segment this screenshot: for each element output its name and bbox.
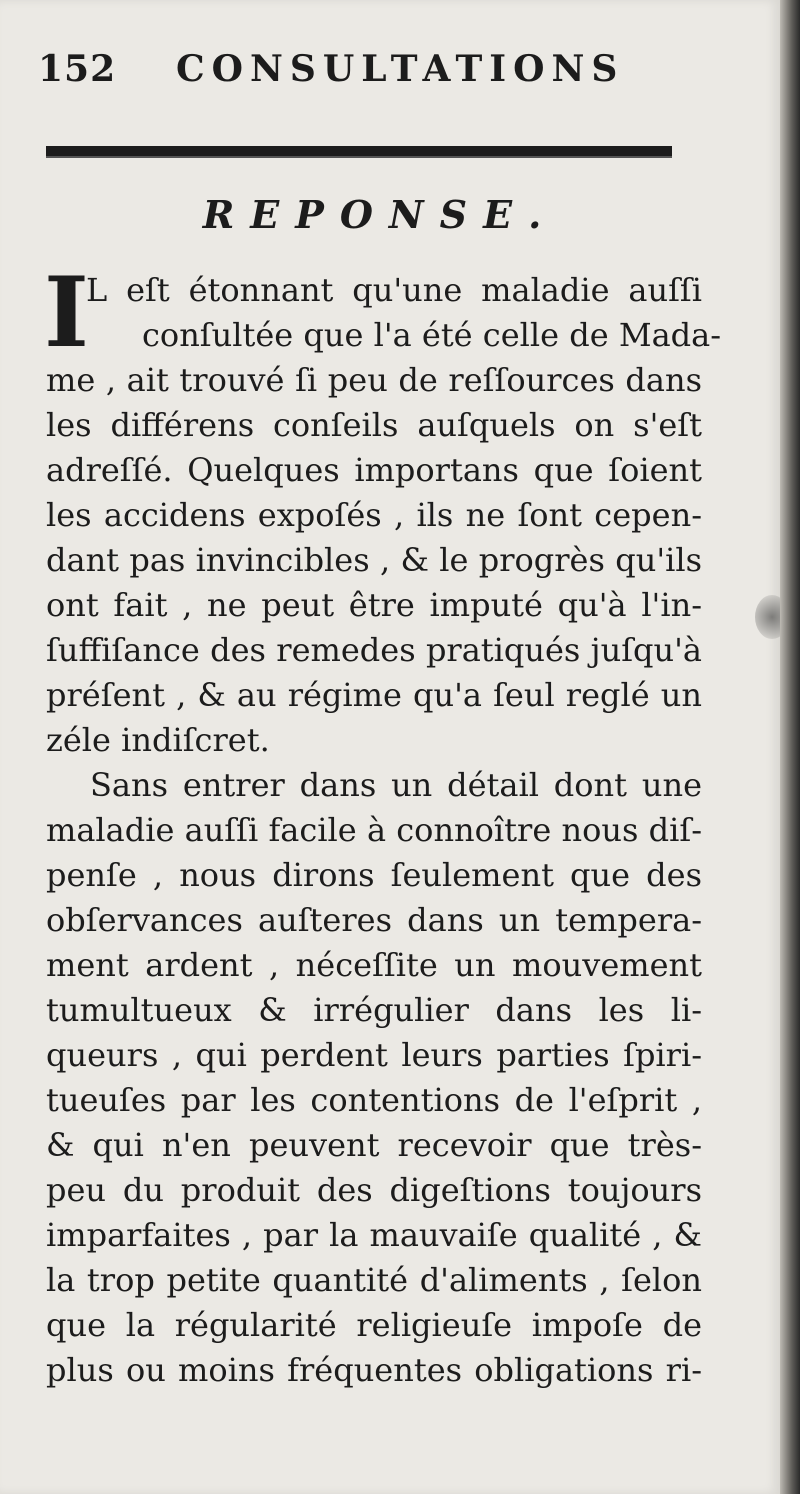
body-text — [44, 256, 722, 1393]
header-rule — [46, 146, 672, 158]
text-line: me , ait trouvé ſi peu de reſſources dans — [46, 361, 702, 399]
text-line: queurs , qui perdent leurs parties ſpiri- — [46, 1036, 702, 1074]
paragraph-1 — [44, 256, 722, 763]
text-line: que la régularité religieuſe impoſe de — [46, 1306, 702, 1344]
text-line: L eſt étonnant qu'une maladie auſſi — [86, 271, 702, 309]
text-line: les accidens expoſés , ils ne ſont cepen- — [46, 496, 702, 534]
text-line: conſultée que l'a été celle de Mada- — [142, 316, 722, 354]
running-title: CONSULTATIONS — [176, 48, 625, 90]
text-line: adreſſé. Quelques importans que ſoient — [46, 451, 702, 489]
book-spine-shadow — [780, 0, 800, 1494]
text-line: penſe , nous dirons ſeulement que des — [46, 856, 702, 894]
page-number: 152 — [38, 48, 117, 90]
text-line: plus ou moins fréquentes obligations ri- — [46, 1351, 702, 1389]
paragraph-2 — [46, 763, 702, 1393]
text-line: obſervances auſteres dans un tempera- — [46, 901, 702, 939]
text-line: ment ardent , néceſſite un mouvement — [46, 946, 702, 984]
text-line: ſuffiſance des remedes pratiqués juſqu'à — [46, 631, 702, 669]
text-line: peu du produit des digeſtions toujours — [46, 1171, 702, 1209]
text-line: la trop petite quantité d'aliments , ſelon — [46, 1261, 702, 1299]
drop-cap: I — [44, 256, 89, 369]
text-line: ont fait , ne peut être imputé qu'à l'in- — [46, 586, 702, 624]
text-line: & qui n'en peuvent recevoir que très- — [46, 1126, 702, 1164]
text-line: tueuſes par les contentions de l'eſprit , — [46, 1081, 702, 1119]
section-title: REPONSE. — [202, 192, 558, 237]
text-line: imparfaites , par la mauvaiſe qualité , & — [46, 1216, 702, 1254]
page-header — [38, 48, 678, 108]
text-line: maladie auſſi facile à connoître nous diſ- — [46, 811, 702, 849]
text-line: dant pas invincibles , & le progrès qu'ils — [46, 541, 702, 579]
text-line: Sans entrer dans un détail dont une — [90, 766, 702, 804]
text-line: zéle indiſcret. — [46, 721, 270, 759]
text-line: tumultueux & irrégulier dans les li- — [46, 991, 702, 1029]
text-line: les différens conſeils auſquels on s'eſt — [46, 406, 702, 444]
text-line: préſent , & au régime qu'a ſeul reglé un — [46, 676, 702, 714]
